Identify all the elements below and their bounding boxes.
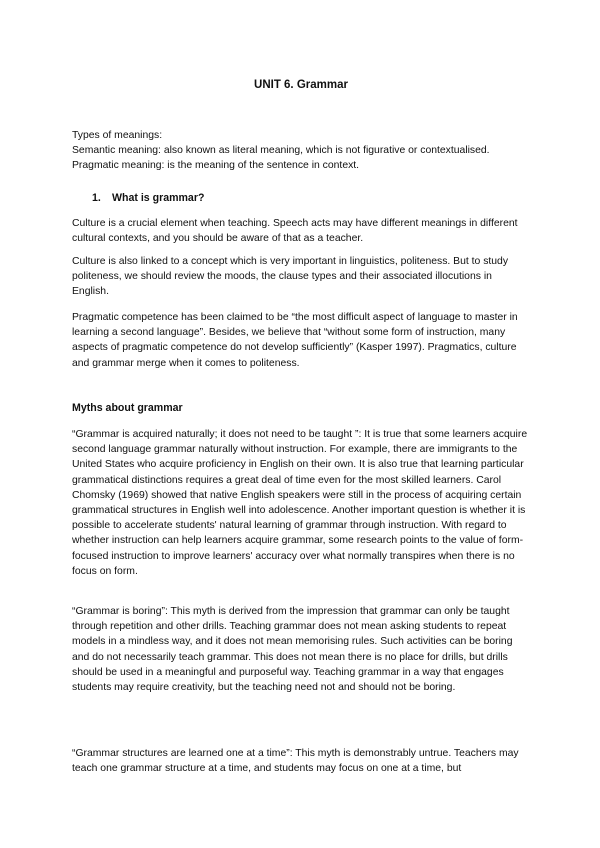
- section-heading-text: What is grammar?: [112, 192, 205, 204]
- meanings-intro: Types of meanings:: [72, 130, 163, 141]
- paragraph-myth-boring: [72, 604, 530, 695]
- paragraph-culture: [72, 216, 530, 246]
- pragmatic-meaning: Pragmatic meaning: is the meaning of the sentence in context.: [72, 160, 360, 172]
- page-title: UNIT 6. Grammar: [254, 79, 348, 91]
- paragraph-text: “Grammar structures are learned one at a time”: This myth is demonstrably untrue. Teachers may teach one grammar structure at a time, and students may focus on one at a time, but: [72, 748, 519, 775]
- document-page: [72, 0, 530, 848]
- paragraph-politeness: [72, 254, 530, 300]
- paragraph-myth-natural: [72, 427, 530, 579]
- paragraph-text: “Grammar is acquired naturally; it does not need to be taught ”: It is true that some learners acquire second language grammar naturally without instruction. For example, there are immigrants to the United States who acquire proficiency in English on their own. It is also true that learning particular grammatical distinctions requires a great deal of time even for the most skilled learners. Carol Chomsky (1969) showed that native English speakers were still in the process of acquiring certain grammatical structures in English well into adolescence. Another important question is whether it is possible to accelerate students' natural learning of grammar through instruction. With regard to whether instruction can help learners acquire grammar, some research points to the value of form-focused instruction to improve learners' accuracy over what normally transpires when there is no focus on form.: [72, 429, 528, 577]
- section-heading-what-is-grammar: [92, 192, 204, 204]
- paragraph-text: Culture is a crucial element when teaching. Speech acts may have different meanings in different cultural contexts, and you should be aware of that as a teacher.: [72, 218, 518, 245]
- paragraph-text: Culture is also linked to a concept which is very important in linguistics, politeness. But to study politeness, we should review the moods, the clause types and their associated illocutions in English.: [72, 256, 509, 298]
- paragraph-text: Pragmatic competence has been claimed to be “the most difficult aspect of language to master in learning a second language”. Besides, we believe that “without some form of instruction, many aspects of pragmatic competence do not develop sufficiently” (Kasper 1997). Pragmatics, culture and grammar merge when it comes to politeness.: [72, 312, 518, 369]
- semantic-meaning: Semantic meaning: also known as literal meaning, which is not figurative or contextualised.: [72, 145, 490, 157]
- paragraph-pragmatic-competence: [72, 310, 530, 371]
- paragraph-text: “Grammar is boring”: This myth is derived from the impression that grammar can only be taught through repetition and other drills. Teaching grammar does not mean asking students to repeat models in a mindless way, and it does not mean memorising rules. Such activities can be boring and do not necessarily teach grammar. This does not mean there is no place for drills, but drills should be used in a meaningful and purposeful way. Teaching grammar in a way that engages students may require creativity, but the teaching need not and should not be boring.: [72, 606, 513, 694]
- myths-heading: Myths about grammar: [72, 402, 183, 414]
- paragraph-myth-one-at-a-time: [72, 746, 530, 776]
- section-number: 1.: [92, 192, 101, 204]
- meanings-block: [72, 128, 530, 174]
